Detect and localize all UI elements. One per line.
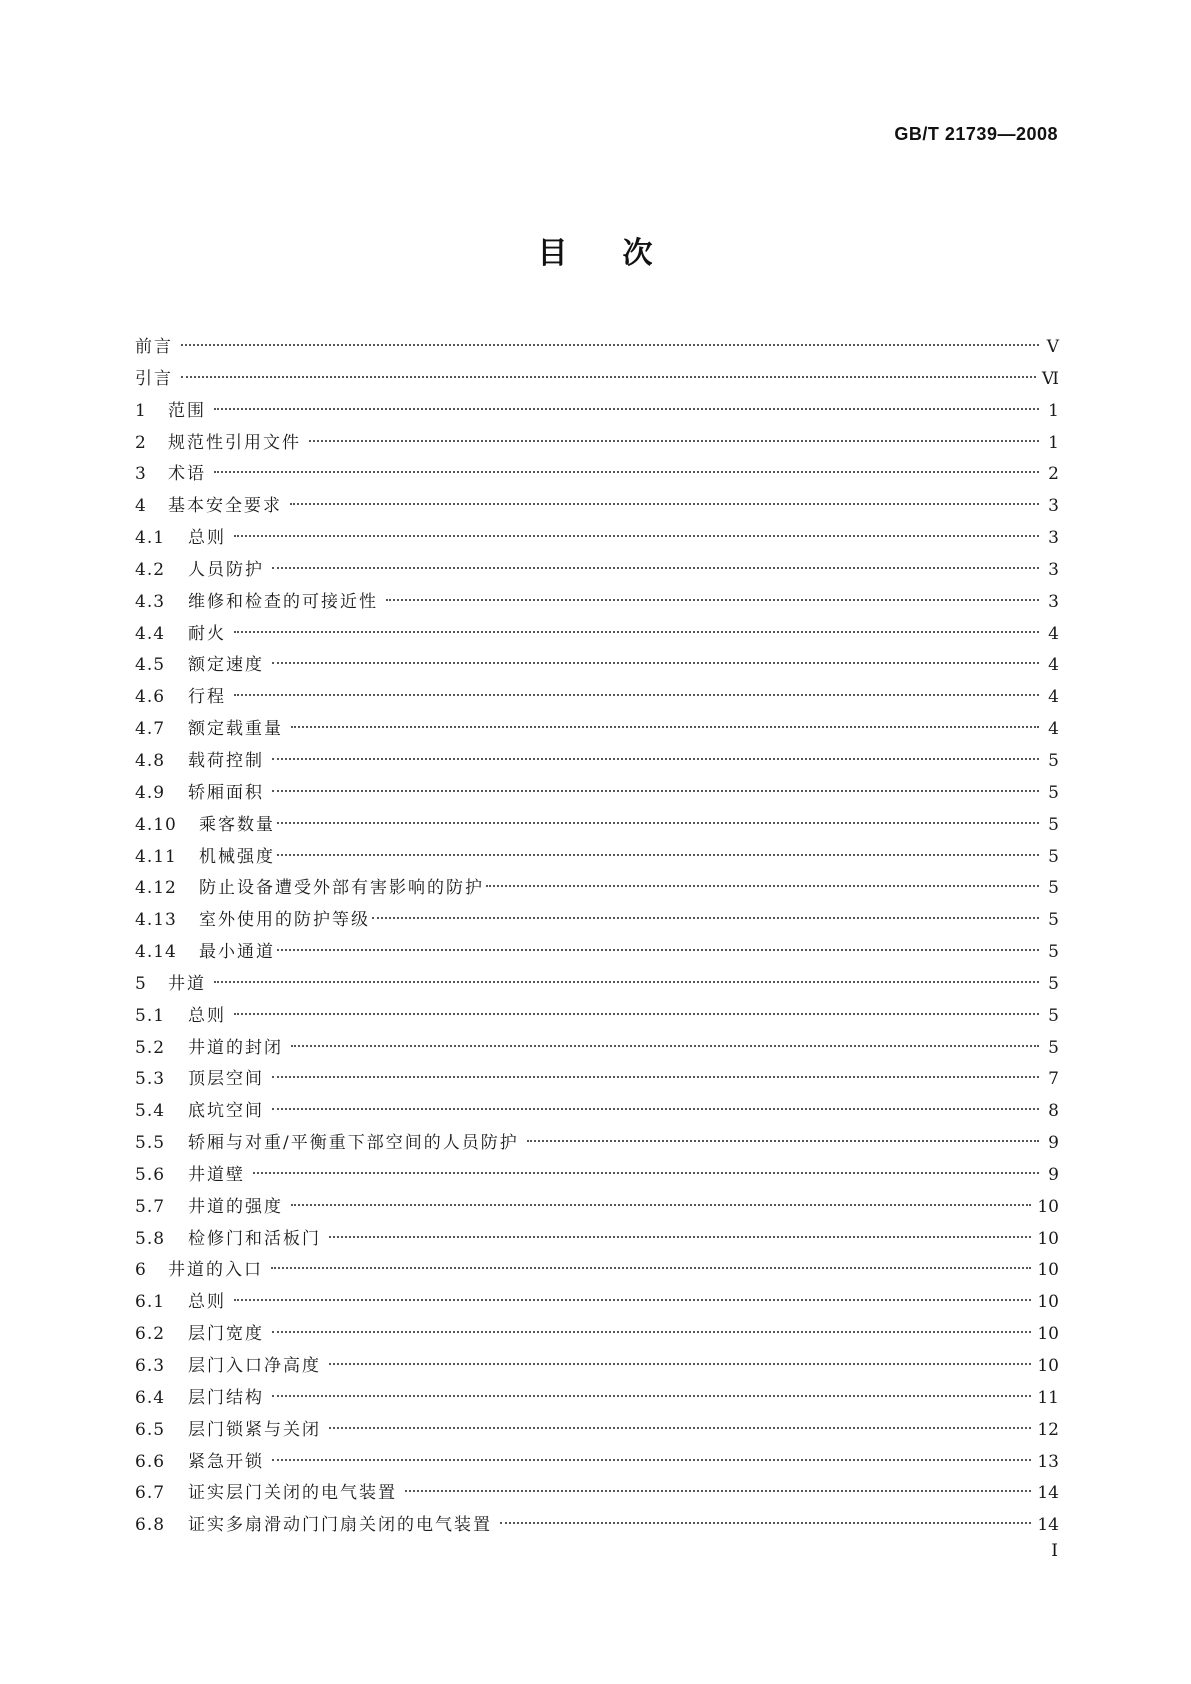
dot-leader <box>329 1363 1031 1365</box>
toc-entry[interactable] <box>135 332 1059 364</box>
toc-entry-number: 5.6 <box>135 1164 166 1185</box>
dot-leader <box>272 1076 1039 1078</box>
toc-entry-page: 13 <box>1037 1451 1059 1472</box>
toc-entry-label: 总则 <box>188 1292 226 1313</box>
toc-entry-page: 1 <box>1048 432 1059 453</box>
toc-entry-page: 10 <box>1037 1356 1059 1376</box>
dot-leader <box>277 854 1039 856</box>
toc-entry[interactable] <box>135 905 1059 937</box>
toc-entry[interactable] <box>135 396 1059 428</box>
toc-entry-number: 6.2 <box>135 1324 166 1345</box>
toc-entry[interactable] <box>135 873 1059 905</box>
toc-entry-page: 10 <box>1037 1196 1059 1217</box>
toc-entry[interactable] <box>135 1447 1059 1479</box>
toc-entry[interactable] <box>135 428 1059 460</box>
toc-entry-number: 5.1 <box>135 1005 166 1026</box>
toc-entry-page: 12 <box>1037 1419 1059 1440</box>
toc-entry-number: 5.5 <box>135 1133 166 1154</box>
toc-entry-page: 5 <box>1048 942 1059 963</box>
dot-leader <box>486 885 1039 887</box>
toc-entry[interactable] <box>135 650 1059 682</box>
toc-entry-number: 6.5 <box>135 1419 166 1440</box>
dot-leader <box>527 1140 1039 1142</box>
toc-entry-label: 防止设备遭受外部有害影响的防护 <box>199 878 484 899</box>
dot-leader <box>234 535 1039 537</box>
dot-leader <box>291 1045 1039 1047</box>
toc-entry-label: 井道的入口 <box>168 1260 263 1281</box>
toc-entry-page: 10 <box>1037 1292 1059 1313</box>
dot-leader <box>500 1522 1031 1524</box>
page-title <box>0 228 1191 272</box>
toc-entry-page: 5 <box>1048 910 1059 931</box>
toc-entry[interactable] <box>135 1287 1059 1319</box>
dot-leader <box>272 1459 1031 1461</box>
toc-entry-label: 检修门和活板门 <box>188 1228 321 1249</box>
toc-entry-page: 2 <box>1048 464 1059 485</box>
dot-leader <box>272 567 1039 569</box>
toc-entry-number: 2 <box>135 432 147 453</box>
toc-entry-label: 层门入口净高度 <box>188 1356 321 1376</box>
toc-entry-label: 井道壁 <box>188 1164 245 1185</box>
toc-entry-number: 6.7 <box>135 1483 166 1504</box>
dot-leader <box>253 1172 1039 1174</box>
toc-entry-page: 5 <box>1048 878 1059 899</box>
toc-entry-page: 4 <box>1048 655 1059 676</box>
dot-leader <box>277 822 1039 824</box>
toc-entry-page: 4 <box>1048 687 1059 708</box>
toc-entry[interactable] <box>135 746 1059 778</box>
dot-leader <box>181 344 1039 346</box>
toc-entry-label: 室外使用的防护等级 <box>199 910 370 931</box>
dot-leader <box>272 1108 1039 1110</box>
toc-entry[interactable] <box>135 1415 1059 1447</box>
toc-entry-number: 5.7 <box>135 1196 166 1217</box>
toc-entry[interactable] <box>135 523 1059 555</box>
toc-entry-number: 5.8 <box>135 1228 166 1249</box>
toc-entry[interactable] <box>135 587 1059 619</box>
toc-entry[interactable] <box>135 1255 1059 1287</box>
toc-entry-page: 5 <box>1048 814 1059 835</box>
toc-entry-number: 4.10 <box>135 814 177 835</box>
toc-entry-label: 人员防护 <box>188 559 264 580</box>
toc-entry-page: Ⅴ <box>1046 337 1059 357</box>
toc-entry-page: 14 <box>1037 1515 1059 1536</box>
dot-leader <box>272 1395 1031 1397</box>
toc-entry[interactable] <box>135 1319 1059 1351</box>
toc-entry-label: 载荷控制 <box>188 750 264 771</box>
toc-entry-number: 4.7 <box>135 719 166 740</box>
toc-entry-page: 5 <box>1048 973 1059 994</box>
toc-entry-number: 6.4 <box>135 1387 166 1408</box>
toc-entry-page: 3 <box>1048 528 1059 549</box>
toc-entry-number: 6.3 <box>135 1356 166 1376</box>
toc-entry-number: 4.2 <box>135 559 166 580</box>
toc-entry-page: 4 <box>1048 623 1059 644</box>
toc-entry-number: 5 <box>135 973 147 994</box>
toc-entry-label: 额定速度 <box>188 655 264 676</box>
toc-entry-number: 4.9 <box>135 782 166 803</box>
toc-entry[interactable] <box>135 937 1059 969</box>
dot-leader <box>214 471 1039 473</box>
toc-entry-label: 前言 <box>135 337 173 357</box>
dot-leader <box>329 1427 1031 1429</box>
toc-entry-number: 3 <box>135 464 147 485</box>
toc-entry-number: 4.13 <box>135 910 177 931</box>
toc-entry-label: 轿厢面积 <box>188 782 264 803</box>
toc-entry-page: 10 <box>1037 1260 1059 1281</box>
toc-entry[interactable] <box>135 682 1059 714</box>
toc-entry-page: 11 <box>1037 1387 1059 1408</box>
toc-entry-label: 总则 <box>188 1005 226 1026</box>
toc-entry-number: 4.5 <box>135 655 166 676</box>
toc-entry[interactable] <box>135 1510 1059 1542</box>
dot-leader <box>386 599 1039 601</box>
toc-entry-number: 5.2 <box>135 1037 166 1058</box>
toc-entry-page: 8 <box>1048 1101 1059 1122</box>
dot-leader <box>181 376 1036 378</box>
toc-entry-label: 井道的封闭 <box>188 1037 283 1058</box>
toc-entry-number: 6 <box>135 1260 147 1281</box>
toc-entry[interactable] <box>135 1160 1059 1192</box>
toc-entry-page: 5 <box>1048 782 1059 803</box>
dot-leader <box>214 981 1039 983</box>
toc-entry[interactable] <box>135 1224 1059 1256</box>
toc-entry-number: 4.14 <box>135 942 177 963</box>
toc-entry-label: 底坑空间 <box>188 1101 264 1122</box>
toc-entry-page: Ⅵ <box>1041 368 1059 389</box>
toc-entry-label: 井道的强度 <box>188 1196 283 1217</box>
toc-entry-number: 5.4 <box>135 1101 166 1122</box>
toc-entry-page: 1 <box>1048 400 1059 421</box>
toc-entry-label: 耐火 <box>188 623 226 644</box>
toc-entry-label: 总则 <box>188 528 226 549</box>
toc-entry-label: 机械强度 <box>199 846 275 867</box>
toc-entry-label: 行程 <box>188 687 226 708</box>
toc-entry-label: 顶层空间 <box>188 1069 264 1090</box>
toc-entry-page: 3 <box>1048 496 1059 517</box>
toc-entry-number: 4.1 <box>135 528 166 549</box>
toc-entry-number: 5.3 <box>135 1069 166 1090</box>
dot-leader <box>272 662 1039 664</box>
table-of-contents <box>135 332 1059 1542</box>
dot-leader <box>234 694 1039 696</box>
dot-leader <box>272 790 1039 792</box>
toc-entry-page: 5 <box>1048 1005 1059 1026</box>
toc-entry-label: 引言 <box>135 368 173 389</box>
dot-leader <box>291 1204 1031 1206</box>
toc-entry[interactable] <box>135 555 1059 587</box>
toc-entry-page: 3 <box>1048 559 1059 580</box>
toc-entry-label: 额定载重量 <box>188 719 283 740</box>
toc-entry[interactable] <box>135 1128 1059 1160</box>
toc-entry-label: 术语 <box>168 464 206 485</box>
dot-leader <box>272 758 1039 760</box>
toc-entry[interactable] <box>135 778 1059 810</box>
dot-leader <box>234 1013 1039 1015</box>
toc-entry-page: 5 <box>1048 846 1059 867</box>
toc-entry-label: 轿厢与对重/平衡重下部空间的人员防护 <box>188 1133 519 1154</box>
toc-entry-label: 层门结构 <box>188 1387 264 1408</box>
dot-leader <box>271 1267 1031 1269</box>
toc-entry-page: 3 <box>1048 591 1059 612</box>
toc-entry-label: 基本安全要求 <box>168 496 282 517</box>
title-char-2: 次 <box>622 236 654 271</box>
dot-leader <box>291 726 1039 728</box>
toc-entry[interactable] <box>135 969 1059 1001</box>
toc-entry[interactable] <box>135 1096 1059 1128</box>
toc-entry-label: 井道 <box>168 973 206 994</box>
toc-entry[interactable] <box>135 810 1059 842</box>
toc-entry-page: 14 <box>1037 1483 1059 1504</box>
dot-leader <box>329 1236 1031 1238</box>
dot-leader <box>290 503 1039 505</box>
toc-entry[interactable] <box>135 842 1059 874</box>
toc-entry-label: 范围 <box>168 400 206 421</box>
toc-entry-number: 6.1 <box>135 1292 166 1313</box>
dot-leader <box>272 1331 1031 1333</box>
toc-entry-number: 4.3 <box>135 591 166 612</box>
toc-entry-number: 6.8 <box>135 1515 166 1536</box>
toc-entry[interactable] <box>135 619 1059 651</box>
title-char-1: 目 <box>537 236 569 271</box>
dot-leader <box>405 1490 1031 1492</box>
toc-entry-number: 4.11 <box>135 846 177 867</box>
toc-entry-page: 5 <box>1048 1037 1059 1058</box>
toc-entry-label: 乘客数量 <box>199 814 275 835</box>
toc-entry[interactable] <box>135 1064 1059 1096</box>
dot-leader <box>372 917 1039 919</box>
toc-entry[interactable] <box>135 1001 1059 1033</box>
toc-entry-label: 证实层门关闭的电气装置 <box>188 1483 397 1504</box>
toc-entry-page: 9 <box>1048 1164 1059 1185</box>
dot-leader <box>214 408 1039 410</box>
toc-entry[interactable] <box>135 491 1059 523</box>
toc-entry-number: 4.12 <box>135 878 177 899</box>
toc-entry[interactable] <box>135 1033 1059 1065</box>
toc-entry[interactable] <box>135 1383 1059 1415</box>
dot-leader <box>277 949 1039 951</box>
toc-entry[interactable] <box>135 1192 1059 1224</box>
toc-entry-label: 层门锁紧与关闭 <box>188 1419 321 1440</box>
page-number: I <box>1051 1541 1058 1561</box>
toc-entry[interactable] <box>135 364 1059 396</box>
toc-entry-page: 9 <box>1048 1133 1059 1154</box>
toc-entry-label: 维修和检查的可接近性 <box>188 591 378 612</box>
toc-entry-label: 紧急开锁 <box>188 1451 264 1472</box>
toc-entry-number: 4.8 <box>135 750 166 771</box>
standard-code: GB/T 21739—2008 <box>894 124 1058 144</box>
dot-leader <box>309 440 1039 442</box>
toc-entry-label: 证实多扇滑动门门扇关闭的电气装置 <box>188 1515 492 1536</box>
toc-entry-label: 最小通道 <box>199 942 275 963</box>
toc-entry[interactable] <box>135 459 1059 491</box>
toc-entry[interactable] <box>135 1478 1059 1510</box>
toc-entry-page: 4 <box>1048 719 1059 740</box>
dot-leader <box>234 631 1039 633</box>
toc-entry-label: 规范性引用文件 <box>168 432 301 453</box>
toc-entry-page: 10 <box>1037 1324 1059 1345</box>
dot-leader <box>234 1299 1031 1301</box>
toc-entry-number: 1 <box>135 400 147 421</box>
toc-entry-number: 4.6 <box>135 687 166 708</box>
toc-entry-label: 层门宽度 <box>188 1324 264 1345</box>
toc-entry-page: 7 <box>1048 1069 1059 1090</box>
toc-entry-number: 4 <box>135 496 147 517</box>
toc-entry-number: 4.4 <box>135 623 166 644</box>
toc-entry-number: 6.6 <box>135 1451 166 1472</box>
toc-entry-page: 10 <box>1037 1228 1059 1249</box>
toc-entry-page: 5 <box>1048 750 1059 771</box>
toc-entry[interactable] <box>135 1351 1059 1383</box>
toc-entry[interactable] <box>135 714 1059 746</box>
